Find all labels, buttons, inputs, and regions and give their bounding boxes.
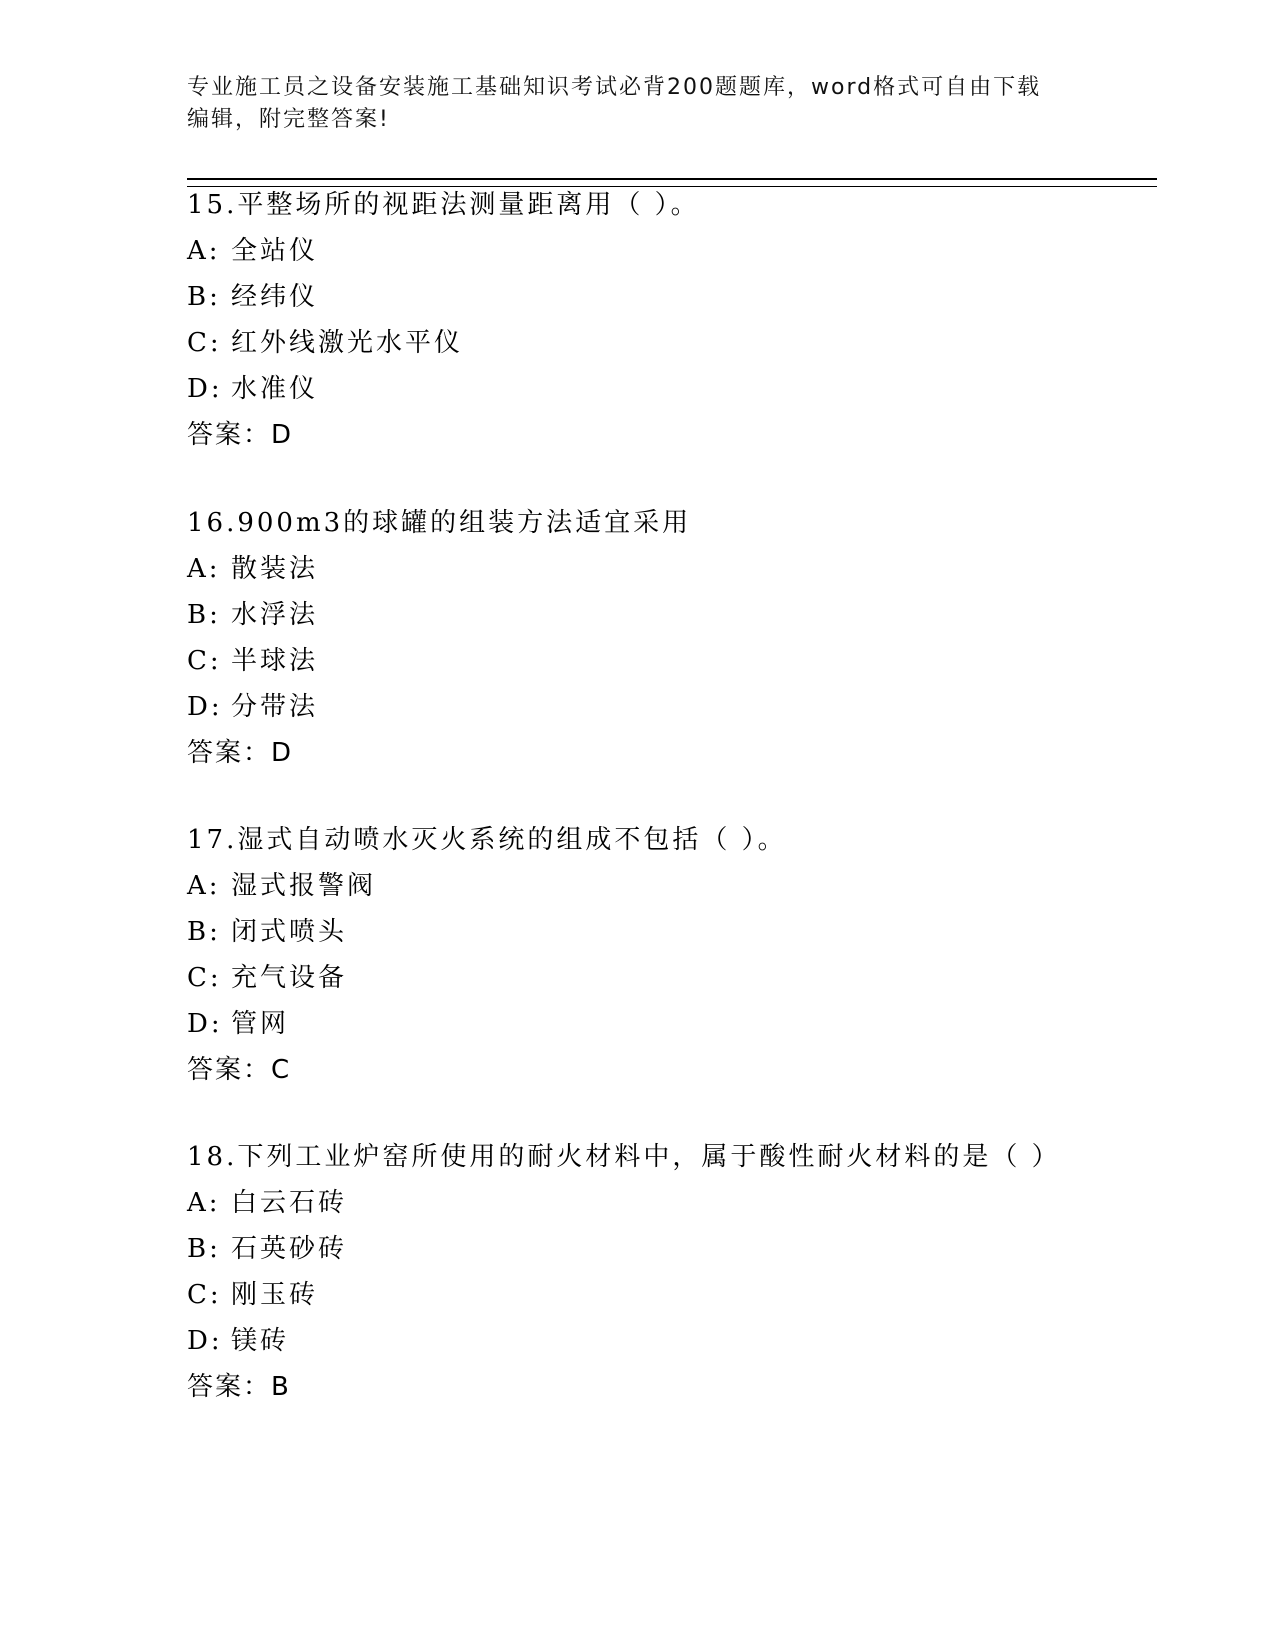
question-16 bbox=[187, 508, 1147, 768]
document-header bbox=[187, 72, 1087, 136]
option-c bbox=[187, 963, 1147, 1009]
option-d bbox=[187, 692, 1147, 738]
option-text: 散装法 bbox=[231, 554, 319, 584]
option-b bbox=[187, 282, 1147, 328]
option-text: 石英砂砖 bbox=[231, 1234, 348, 1264]
answer-line: 答案：D bbox=[187, 420, 294, 450]
option-letter: A: bbox=[187, 1188, 221, 1218]
option-letter: A: bbox=[187, 871, 221, 901]
option-letter: B: bbox=[187, 600, 221, 630]
option-a bbox=[187, 236, 1147, 282]
option-text: 闭式喷头 bbox=[231, 917, 348, 947]
option-text: 半球法 bbox=[231, 646, 319, 676]
option-letter: C: bbox=[187, 646, 222, 676]
option-d bbox=[187, 1009, 1147, 1055]
option-letter: D: bbox=[187, 1009, 223, 1039]
option-c bbox=[187, 646, 1147, 692]
option-text: 刚玉砖 bbox=[231, 1280, 319, 1310]
answer-line: 答案：C bbox=[187, 1055, 292, 1085]
option-text: 水浮法 bbox=[231, 600, 319, 630]
answer-line: 答案：D bbox=[187, 738, 294, 768]
option-text: 分带法 bbox=[231, 692, 319, 722]
option-letter: A: bbox=[187, 554, 221, 584]
option-letter: D: bbox=[187, 692, 223, 722]
option-letter: D: bbox=[187, 1326, 223, 1356]
option-b bbox=[187, 1234, 1147, 1280]
question-17 bbox=[187, 825, 1147, 1085]
option-text: 红外线激光水平仪 bbox=[231, 328, 464, 358]
option-letter: B: bbox=[187, 1234, 221, 1264]
option-letter: C: bbox=[187, 1280, 222, 1310]
header-line-2: 编辑，附完整答案! bbox=[187, 107, 390, 132]
question-18 bbox=[187, 1142, 1147, 1402]
option-text: 全站仪 bbox=[231, 236, 319, 266]
option-text: 白云石砖 bbox=[231, 1188, 348, 1218]
option-text: 管网 bbox=[231, 1009, 290, 1039]
option-b bbox=[187, 600, 1147, 646]
option-b bbox=[187, 917, 1147, 963]
option-d bbox=[187, 374, 1147, 420]
option-a bbox=[187, 554, 1147, 600]
option-c bbox=[187, 328, 1147, 374]
question-stem: 18.下列工业炉窑所使用的耐火材料中，属于酸性耐火材料的是（ ） bbox=[187, 1142, 1061, 1172]
question-15 bbox=[187, 190, 1147, 450]
option-letter: A: bbox=[187, 236, 221, 266]
option-d bbox=[187, 1326, 1147, 1372]
option-text: 充气设备 bbox=[231, 963, 348, 993]
header-line-1: 专业施工员之设备安装施工基础知识考试必背200题题库，word格式可自由下载 bbox=[187, 75, 1042, 100]
option-text: 镁砖 bbox=[231, 1326, 290, 1356]
header-divider bbox=[187, 178, 1157, 187]
option-letter: C: bbox=[187, 328, 222, 358]
option-letter: C: bbox=[187, 963, 222, 993]
option-text: 水准仪 bbox=[231, 374, 319, 404]
question-stem: 17.湿式自动喷水灭火系统的组成不包括（ ）。 bbox=[187, 825, 787, 855]
option-letter: B: bbox=[187, 282, 221, 312]
answer-line: 答案：B bbox=[187, 1372, 291, 1402]
option-c bbox=[187, 1280, 1147, 1326]
option-a bbox=[187, 1188, 1147, 1234]
option-letter: B: bbox=[187, 917, 221, 947]
question-stem: 15.平整场所的视距法测量距离用（ ）。 bbox=[187, 190, 700, 220]
question-stem: 16.900m3的球罐的组装方法适宜采用 bbox=[187, 508, 692, 538]
option-text: 经纬仪 bbox=[231, 282, 319, 312]
option-letter: D: bbox=[187, 374, 223, 404]
option-a bbox=[187, 871, 1147, 917]
option-text: 湿式报警阀 bbox=[231, 871, 377, 901]
